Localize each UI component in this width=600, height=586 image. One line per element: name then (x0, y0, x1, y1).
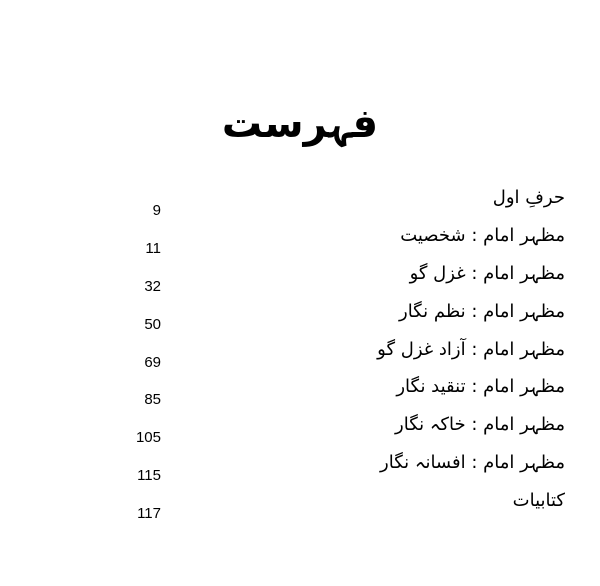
toc-entry (60, 413, 565, 446)
toc-entry-page-number: 32 (144, 278, 161, 295)
page-title: فہرست (221, 101, 379, 147)
toc-entry (60, 375, 565, 408)
toc-entry-page-number: 69 (144, 354, 161, 371)
toc-entry-page-number: 9 (152, 202, 161, 219)
toc-entry-page-number: 105 (135, 429, 161, 446)
toc-entry (60, 262, 565, 295)
toc-entry (60, 338, 565, 371)
toc-entry-label: مظہر امام : تنقید نگار (396, 376, 565, 397)
toc-entry-label: مظہر امام : خاکہ نگار (395, 414, 565, 435)
toc-entry-page-number: 11 (145, 240, 161, 257)
toc-entry-page-number: 115 (137, 467, 161, 484)
toc-entry-page-number: 117 (137, 505, 161, 522)
toc-entry-label: مظہر امام : آزاد غزل گو (377, 339, 565, 360)
toc-entry-label: مظہر امام : شخصیت (400, 225, 565, 246)
toc-entry (60, 186, 565, 219)
toc-entry (60, 300, 565, 333)
toc-entry (60, 489, 565, 522)
toc-entry-label: حرفِ اول (492, 187, 565, 208)
toc-entry-label: مظہر امام : افسانہ نگار (380, 452, 565, 473)
toc-entry-label: کتابیات (512, 490, 565, 511)
toc-entry-page-number: 50 (144, 316, 161, 333)
toc-entry (60, 451, 565, 484)
toc-entry (60, 224, 565, 257)
toc-entry-page-number: 85 (144, 391, 161, 408)
toc-entry-label: مظہر امام : غزل گو (409, 263, 565, 284)
toc-entry-label: مظہر امام : نظم نگار (399, 301, 565, 322)
